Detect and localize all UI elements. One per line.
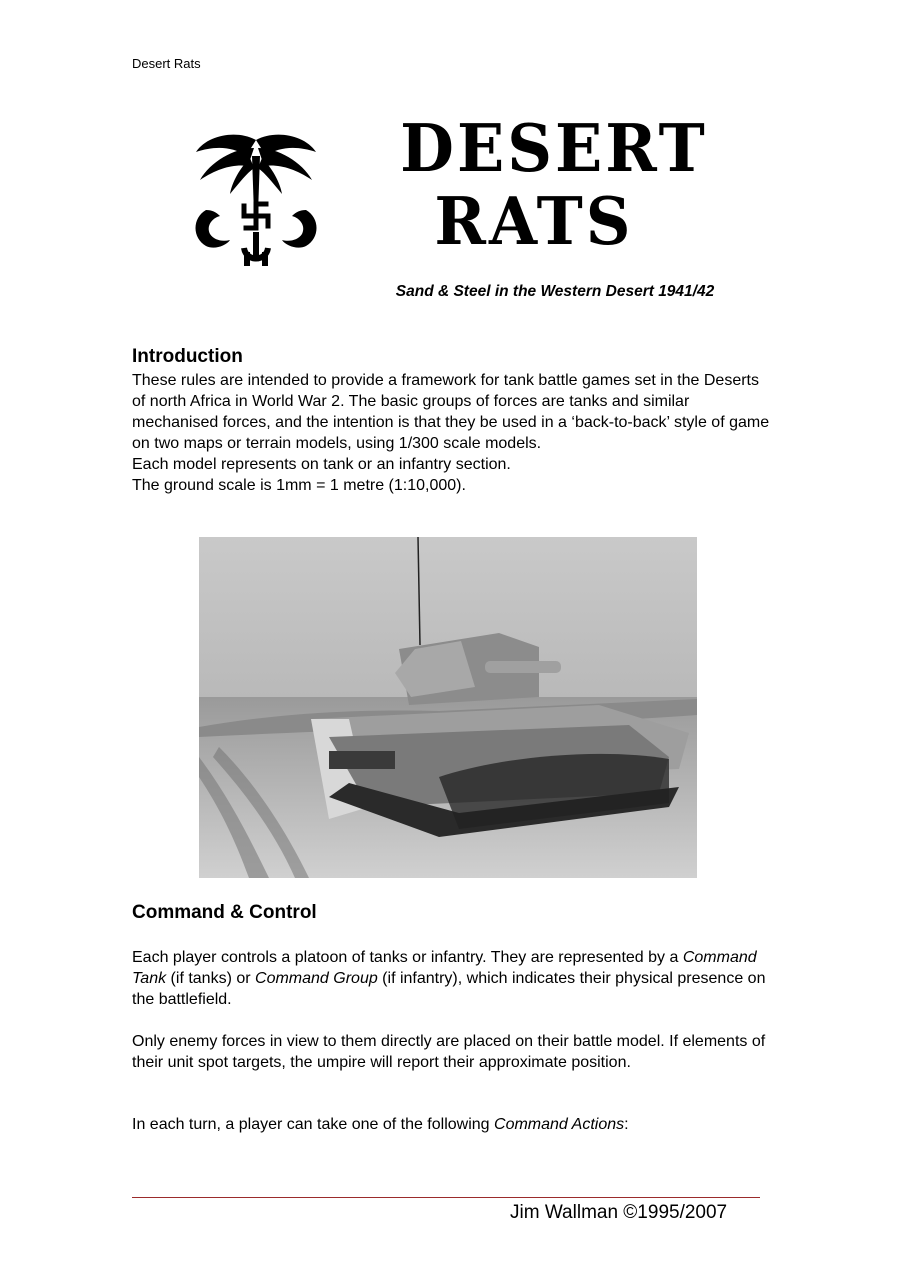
tank-photo	[199, 537, 697, 878]
command-paragraph-3	[132, 1114, 772, 1135]
command-paragraph-1	[132, 947, 772, 1010]
introduction-line-3: The ground scale is 1mm = 1 metre (1:10,000).	[132, 477, 466, 494]
command-p1-text-c: (if tanks) or	[166, 970, 256, 987]
running-header: Desert Rats	[132, 56, 201, 71]
command-p1-text-e: (if infantry), which indicates their physical presence on the battlefield.	[132, 970, 766, 1008]
palm-swastika-emblem	[186, 128, 326, 273]
introduction-heading: Introduction	[132, 346, 243, 367]
footer-credit: Jim Wallman ©1995/2007	[510, 1202, 728, 1223]
command-group-term: Command Group	[255, 970, 378, 987]
command-p1-text-a: Each player controls a platoon of tanks or infantry. They are represented by a	[132, 949, 683, 966]
introduction-paragraph: These rules are intended to provide a framework for tank battle games set in the Deserts of north Africa in World War 2. The basic groups of forces are tanks and similar mechanised forces, and the intention is that they be used in a ‘back-to-back’ style of game on two maps or terrain models, using 1/300 scale models.	[132, 372, 770, 452]
title-line-2: RATS	[434, 183, 634, 260]
title-line-1: DESERT	[400, 110, 708, 187]
command-control-heading: Command & Control	[132, 902, 317, 923]
command-p3-text-c: :	[624, 1116, 629, 1133]
introduction-line-2: Each model represents on tank or an infantry section.	[132, 456, 511, 473]
footer-rule	[132, 1197, 760, 1198]
introduction-text	[132, 370, 772, 496]
command-p3-text-a: In each turn, a player can take one of the following	[132, 1116, 495, 1133]
subtitle: Sand & Steel in the Western Desert 1941/42	[395, 283, 715, 300]
command-paragraph-2: Only enemy forces in view to them directly are placed on their battle model. If elements of their unit spot targets, the umpire will report their approximate position.	[132, 1033, 766, 1071]
command-actions-term: Command Actions	[494, 1116, 625, 1133]
command-tank-term: Command Tank	[132, 949, 757, 987]
